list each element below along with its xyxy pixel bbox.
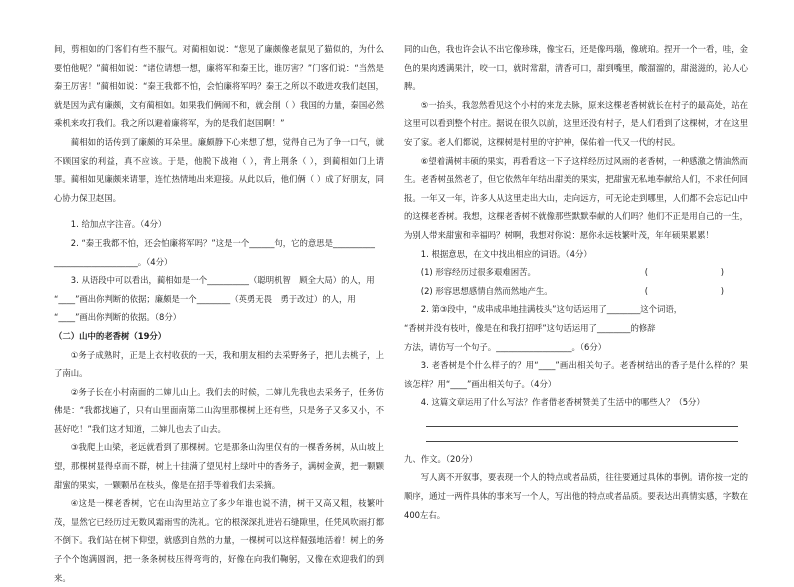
composition-title: 九、作文。（20分） [404, 453, 478, 464]
question-3: 3. 从语段中可以看出，蔺相如是一个__________（聪明机智 顾全大局）的人，用 [70, 275, 375, 286]
passage-paragraph: ③我爬上山梁，老远就看到了那棵树。它是那条山沟里仅有的一棵香务树，从山坡上望，那棵树显得卓而不群，树上十挂满了望见村上绿叶中的香务子，满树金黄，把一颗颗甜蜜的果实，一颗颗吊在枝头，像是在招手等着我们去采摘。 [54, 442, 384, 490]
question-1: 1. 根据意思，在文中找出相应的词语。（4分） [420, 248, 592, 259]
passage-paragraph: 蔺相如的话传到了廉颇的耳朵里。廉颇静下心来想了想，觉得自己为了争一口气，就不顾国家的利益，真不应该。于是，他脱下战袍（ ），背上荆条（ ），到蔺相如门上请罪。蔺相如见廉颇来请罪，连忙热情地出来迎接。从此以后，他们俩（ ）成了好朋友，同心协力保卫赵国。 [54, 136, 384, 203]
question-text: 句，它的意思是 [274, 237, 334, 248]
answer-line[interactable] [426, 427, 738, 442]
question-text: （英勇无畏 勇于改过）的人，用 [230, 293, 356, 304]
question-text: ”画出你判断的依据；廉颇是一个 [75, 293, 197, 304]
section-title: （二）山中的老香树（19分） [54, 330, 167, 341]
question-2: 2. “秦王我都不怕，还会怕廉将军吗？”这是一个______句，它的意思是__________ [70, 237, 375, 248]
question-2-cont: ____________________。（4分） [54, 256, 173, 267]
question-3-cont: “____”画出你判断的依据；廉颇是一个________（英勇无畏 勇于改过）的人，用 [54, 293, 356, 304]
question-text: （聪明机智 顾全大局）的人，用 [248, 275, 375, 286]
question-1a: (1) 形容经历过很多艰难困苦。 ( ) [420, 267, 724, 278]
passage-paragraph: ④这是一棵老香树，它在山沟里站立了多少年谁也说不清，树干又高又粗，枝繁叶茂，显然它已经历过无数风霜雨雪的洗礼。它的根深深扎进岩石缝隙里，任凭风吹雨打都不倒下。我们站在树下仰望，就感到自然的力量，一棵树可以这样倔强地活着！树上的务子个个饱满圆润，把一条条树枝压得弯弯的，好像在向我们鞠躬，又像在欢迎我们的到来。 [54, 498, 384, 583]
left-column [54, 40, 384, 587]
question-4: 4. 这篇文章运用了什么写法？作者借老香树赞美了生活中的哪些人？（5分） [420, 397, 705, 408]
passage-paragraph: ①务子成熟时，正是上衣村收获的一天，我和朋友相约去采野务子，把儿去桃子，上了南山。 [54, 349, 384, 379]
question-2-cont: 方法，请仿写一个句子。__________________。（6分） [404, 341, 607, 352]
passage-paragraph: ⑥望着满树丰硕的果实，再看看这一下子这样经历过风雨的老香树，一种感激之情油然而生。老香树虽然老了，但它依然年年结出甜美的果实，把甜蜜无私地奉献给人们，不求任何回报。一年又一年，许多人从这里走出大山，走向远方，可无论走到哪里，人们都不会忘记山中的这棵老香树。我想，这棵老香树不就像那些默默奉献的人们吗？他们不正是用自己的一生，为别人带来甜蜜和幸福吗？树啊，我想对你说：愿你永远枝繁叶茂，年年硕果累累！ [404, 155, 748, 240]
composition-prompt: 写人离不开叙事，要表现一个人的特点或者品质，往往要通过具体的事例。请你按一定的顺序，通过一两件具体的事来写一个人，写出他的特点或者品质。要表达出真情实感，字数在400左右。 [404, 472, 748, 520]
question-2-cont: “香树并没有枝叶，像是在和我打招呼”这句话运用了________的修辞 [404, 322, 656, 333]
passage-paragraph: ②务子长在小村南面的二婶儿山上。我们去的时候，二婶儿先我也去采务子，任务仿佛是：“我都找遍了，只有山里面南第二山沟里那棵树上还有些，只是务子又多又小，不甚好吃！”我们这才知道，二婶儿也去了山去。 [54, 386, 384, 434]
passage-paragraph: 间，剪相如的门客们有些不服气。对蔺相如说：“您见了廉颇像老鼠见了猫似的，为什么要怕他呢？”蔺相如说：“诸位请想一想，廉将军和秦王比，谁厉害？”门客们说：“当然是秦王厉害！”蔺相如说：“秦王我都不怕，会怕廉将军吗？秦王之所以不敢进攻我们赵国，就是因为武有廉颇，文有蔺相如。如果我们俩闹不和，就会削（ ）我国的力量，秦国必然乘机来攻打我们。我之所以避着廉将军，为的是我们赵国啊！” [54, 44, 384, 129]
question-text: 。（4分） [137, 256, 173, 267]
question-1: 1. 给加点字注音。（4分） [70, 219, 167, 230]
answer-line[interactable] [426, 412, 738, 427]
question-1b: (2) 形容思想感情自然而然地产生。 ( ) [420, 285, 724, 296]
passage-paragraph: ⑤一抬头，我忽然看见这个小村的来龙去脉，原来这棵老香树就长在村子的最高处，站在这里可以看到整个村庄。据说在很久以前，这里还没有村子，是人们看到了这棵树，才在这里安了家。老人们都说，这棵树是村里的守护神，保佑着一代又一代的村民。 [404, 99, 748, 147]
question-3-cont: “____”画出你判断的依据。（8分） [54, 312, 182, 323]
passage-paragraph: 同的山色，我也许会认不出它像珍珠，像宝石，还是像玛瑙，像琥珀。捏开一个一看，哇，金色的果肉透满果汁，咬一口，就时常甜，清香可口，甜到嘴里，酸溜溜的，甜滋滋的，沁人心脾。 [404, 44, 748, 92]
question-text: 3. 从语段中可以看出，蔺相如是一个 [70, 275, 208, 286]
question-text: ”画出你判断的依据。（8分） [75, 312, 182, 323]
question-text: 2. “秦王我都不怕，还会怕廉将军吗？”这是一个 [70, 237, 250, 248]
right-column [404, 40, 748, 524]
question-2: 2. 第③段中，“成串成串地挂满枝头”这句话运用了________这个词语， [420, 304, 683, 315]
question-3: 3. 老香树是个什么样子的？用“____”画出相关句子。老香树结出的香子是什么样的？果该怎样？用“____”画出相关句子。（4分） [404, 360, 748, 389]
